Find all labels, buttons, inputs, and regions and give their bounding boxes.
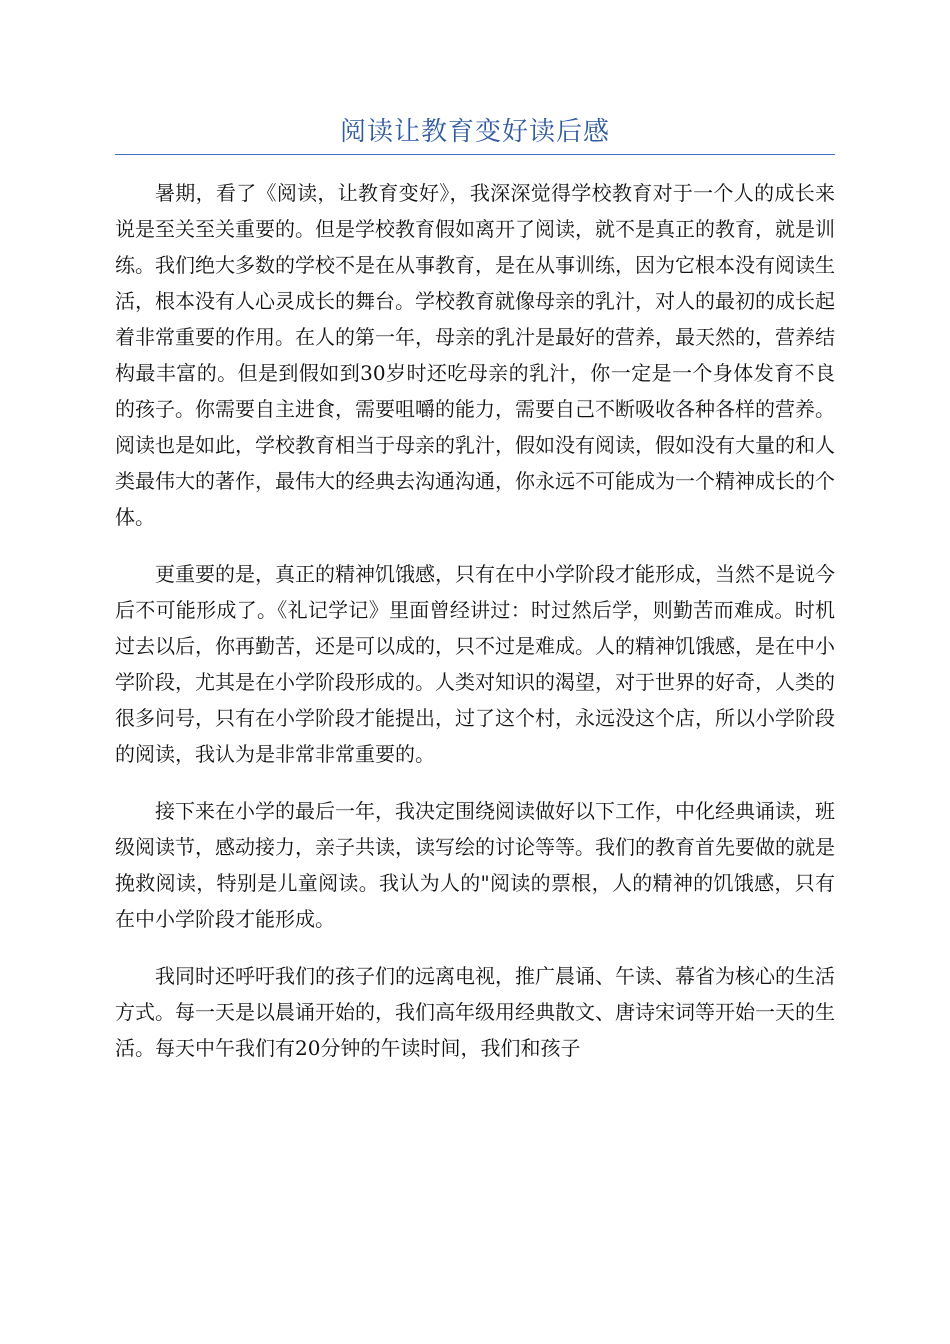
paragraph-2: 更重要的是，真正的精神饥饿感，只有在中小学阶段才能形成，当然不是说今后不可能形成了。《礼记学记》里面曾经讲过：时过然后学，则勤苦而难成。时机过去以后，你再勤苦，还是可以成的，只不过是难成。人的精神饥饿感，是在中小学阶段，尤其是在小学阶段形成的。人类对知识的渴望，对于世界的好奇，人类的很多问号，只有在小学阶段才能提出，过了这个村，永远没这个店，所以小学阶段的阅读，我认为是非常非常重要的。 (115, 562, 835, 766)
document-body (115, 175, 835, 1087)
title-underline (115, 154, 835, 155)
paragraph-1: 暑期，看了《阅读，让教育变好》，我深深觉得学校教育对于一个人的成长来说是至关至关重要的。但是学校教育假如离开了阅读，就不是真正的教育，就是训练。我们绝大多数的学校不是在从事教育，是在从事训练，因为它根本没有阅读生活，根本没有人心灵成长的舞台。学校教育就像母亲的乳汁，对人的最初的成长起着非常重要的作用。在人的第一年，母亲的乳汁是最好的营养，最天然的，营养结构最丰富的。但是到假如到30岁时还吃母亲的乳汁，你一定是一个身体发育不良的孩子。你需要自主进食，需要咀嚼的能力，需要自己不断吸收各种各样的营养。阅读也是如此，学校教育相当于母亲的乳汁，假如没有阅读，假如没有大量的和人类最伟大的著作，最伟大的经典去沟通沟通，你永远不可能成为一个精神成长的个体。 (115, 181, 835, 529)
document-title: 阅读让教育变好读后感 (339, 117, 610, 147)
paragraph-4: 我同时还呼吁我们的孩子们的远离电视，推广晨诵、午读、幕省为核心的生活方式。每一天是以晨诵开始的，我们高年级用经典散文、唐诗宋词等开始一天的生活。每天中午我们有20分钟的午读时间，我们和孩子 (115, 964, 835, 1060)
paragraph-3: 接下来在小学的最后一年，我决定围绕阅读做好以下工作，中化经典诵读，班级阅读节，感动接力，亲子共读，读写绘的讨论等等。我们的教育首先要做的就是挽救阅读，特别是儿童阅读。我认为人的"阅读的票根，人的精神的饥饿感，只有在中小学阶段才能形成。 (115, 799, 835, 931)
